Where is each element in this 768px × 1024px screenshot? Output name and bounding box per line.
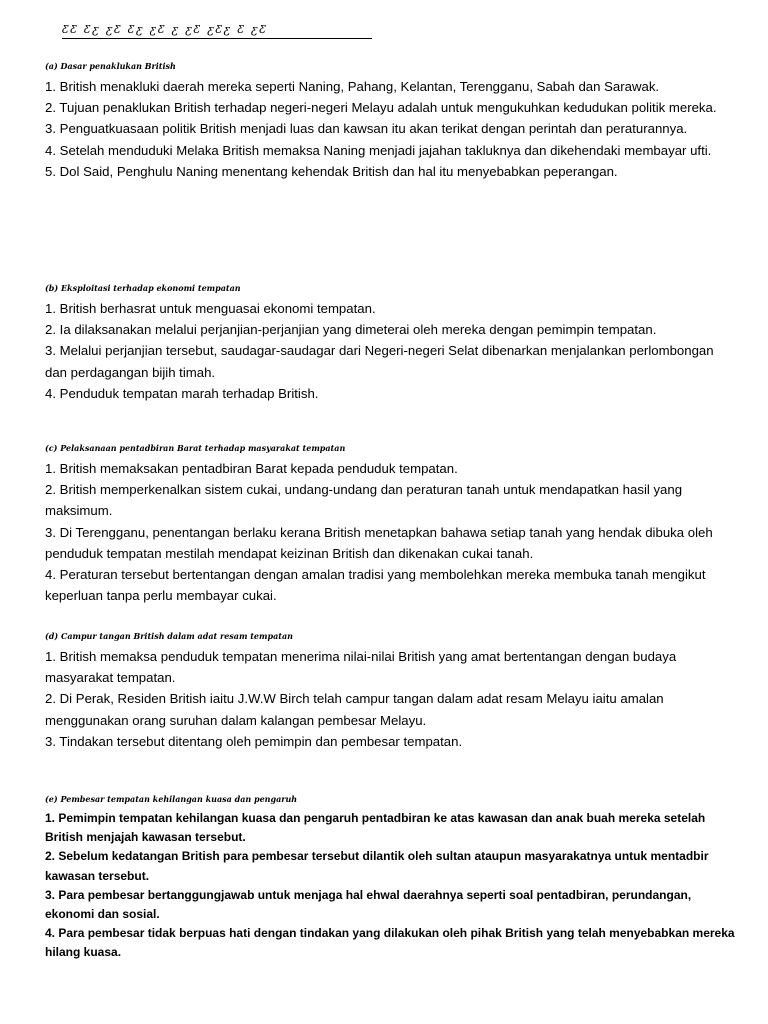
list-item: 1. Pemimpin tempatan kehilangan kuasa dan pengaruh pentadbiran ke atas kawasan dan anak buah mereka setelah British menjajah kawasan tersebut. [45,811,706,845]
list-item: 2. British memperkenalkan sistem cukai, undang-undang dan peraturan tanah untuk mendapatkan hasil yang maksimum. [45,482,683,519]
section-heading: (c) Pelaksanaan pentadbiran Barat terhadap masyarakat tempatan [45,443,346,453]
list-item: 4. Setelah menduduki Melaka British memaksa Naning menjadi jajahan takluknya dan dikehendaki membayar ufti. [45,142,712,158]
section-campur-tangan [45,630,735,752]
list-item: 2. Ia dilaksanakan melalui perjanjian-perjanjian yang dimeterai oleh mereka dengan pemimpin tempatan. [45,322,657,338]
page-title: ƸƸ Ƹƹ ƹƸ Ƹƹ ƹƸ ƹ ƹƸ ƹƸƹ Ƹ ƹƸ [62,24,372,39]
list-item: 3. Penguatkuasaan politik British menjadi luas dan kawsan itu akan terikat dengan perintah dan peraturannya. [45,121,688,137]
section-pentadbiran-barat [45,442,735,606]
list-item: 3. Tindakan tersebut ditentang oleh pemimpin dan pembesar tempatan. [45,733,463,749]
section-heading: (d) Campur tangan British dalam adat resam tempatan [45,631,293,641]
list-item: 4. Penduduk tempatan marah terhadap British. [45,385,319,401]
section-eksploitasi-ekonomi [45,282,735,404]
section-pembesar-tempatan [45,793,735,963]
list-item: 1. British memaksa penduduk tempatan menerima nilai-nilai British yang amat bertentangan dengan budaya masyarakat tempatan. [45,649,677,686]
list-item: 5. Dol Said, Penghulu Naning menentang kehendak British dan hal itu menyebabkan peperangan. [45,163,618,179]
section-heading: (b) Eksploitasi terhadap ekonomi tempatan [45,283,241,293]
section-dasar-penaklukan [45,60,735,182]
list-item: 3. Di Terengganu, penentangan berlaku kerana British menetapkan bahawa setiap tanah yang hendak dibuka oleh penduduk tempatan mestilah mendapat keizinan British dan dikenakan cukai tanah. [45,524,713,561]
list-item: 1. British menakluki daerah mereka seperti Naning, Pahang, Kelantan, Terengganu, Sabah dan Sarawak. [45,79,660,94]
list-item: 1. British berhasrat untuk menguasai ekonomi tempatan. [45,301,376,316]
section-heading: (a) Dasar penaklukan British [45,61,176,71]
list-item: 3. Para pembesar bertanggungjawab untuk menjaga hal ehwal daerahnya seperti soal pentadbiran, perundangan, ekonomi dan sosial. [45,887,692,922]
list-item: 4. Peraturan tersebut bertentangan dengan amalan tradisi yang membolehkan mereka membuka tanah mengikut keperluan tanpa perlu membayar cukai. [45,567,706,604]
list-item: 4. Para pembesar tidak berpuas hati dengan tindakan yang dilakukan oleh pihak British yang telah menyebabkan mereka hilang kuasa. [45,926,735,960]
list-item: 2. Sebelum kedatangan British para pembesar tersebut dilantik oleh sultan ataupun masyarakatnya untuk mentadbir kawasan tersebut. [45,849,709,883]
list-item: 3. Melalui perjanjian tersebut, saudagar-saudagar dari Negeri-negeri Selat dibenarkan menjalankan perlombongan dan perdagangan bijih timah. [45,343,714,380]
list-item: 2. Di Perak, Residen British iaitu J.W.W Birch telah campur tangan dalam adat resam Melayu iaitu amalan menggunakan orang suruhan dalam kalangan pembesar Melayu. [45,691,664,728]
list-item: 2. Tujuan penaklukan British terhadap negeri-negeri Melayu adalah untuk mengukuhkan kedudukan politik mereka. [45,100,717,116]
list-item: 1. British memaksakan pentadbiran Barat kepada penduduk tempatan. [45,461,458,476]
section-heading: (e) Pembesar tempatan kehilangan kuasa dan pengaruh [45,794,298,804]
